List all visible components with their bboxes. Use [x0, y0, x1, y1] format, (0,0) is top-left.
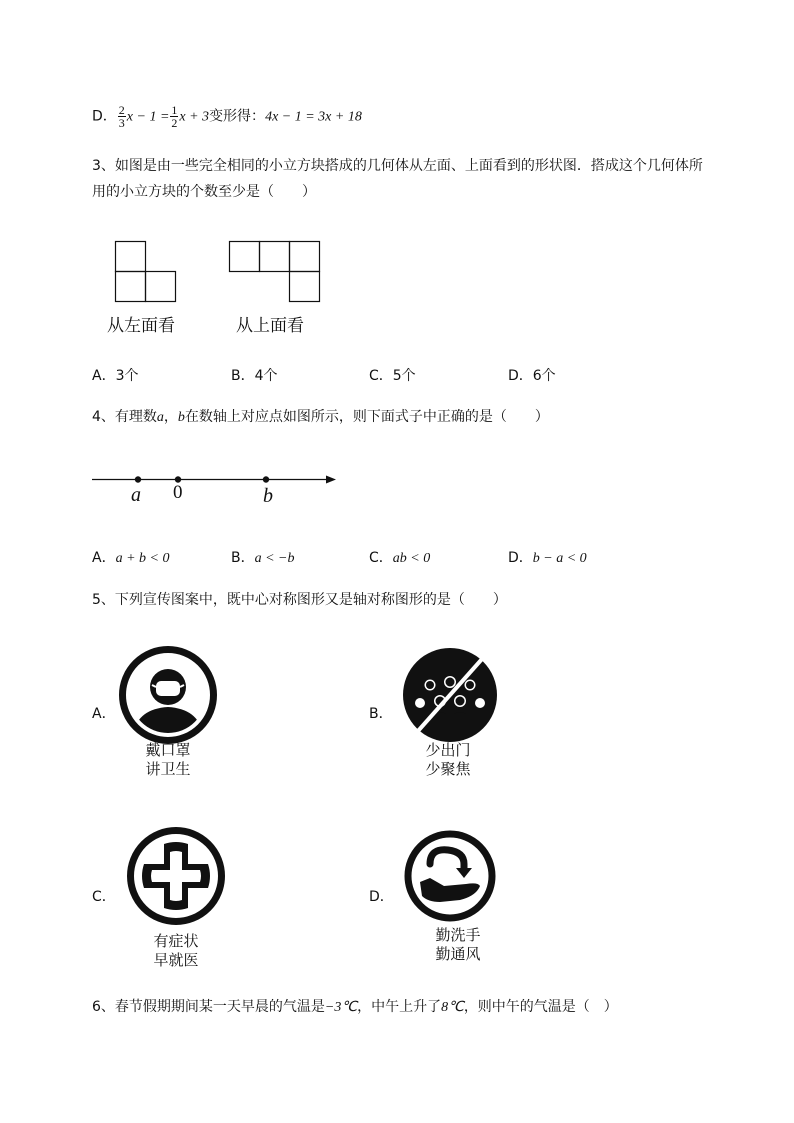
q5-option-d-caption: 勤洗手 勤通风 — [435, 926, 481, 963]
q5-option-d-letter[interactable]: D． — [369, 889, 394, 905]
fraction-one-half: $\frac{1}{2}$ — [171, 103, 178, 130]
left-view-caption: 从左面看 — [107, 316, 175, 336]
q3-stem-line1: 3、如图是由一些完全相同的小立方块搭成的几何体从左面、上面看到的形状图．搭成这个几何体所 — [92, 158, 703, 174]
q3-option-b[interactable]: B．4个 — [231, 368, 278, 384]
cube-square — [260, 242, 290, 272]
q4-option-c[interactable]: C．ab < 0 — [369, 550, 431, 566]
q4-stem: 4、有理数a，b在数轴上对应点如图所示，则下面式子中正确的是（ ） — [92, 409, 549, 425]
q5-stem: 5、下列宣传图案中，既中心对称图形又是轴对称图形的是（ ） — [92, 592, 507, 608]
transform-label: 变形得： — [209, 108, 266, 125]
axis-arrow-icon — [326, 476, 336, 484]
axis-label-a: a — [131, 484, 141, 506]
no-crowd-icon — [400, 645, 500, 745]
q3-stem-line2: 用的小立方块的个数至少是（ ） — [92, 184, 316, 200]
left-view-figure — [115, 241, 177, 303]
option-letter: D． — [92, 108, 117, 125]
hand-wash-icon — [400, 830, 500, 926]
axis-label-zero: 0 — [173, 482, 183, 503]
q5-option-b-caption: 少出门 少聚焦 — [425, 741, 471, 778]
q5-option-c-caption: 有症状 早就医 — [153, 932, 199, 969]
top-view-caption: 从上面看 — [236, 316, 304, 336]
cube-square — [116, 272, 146, 302]
axis-label-b: b — [263, 485, 273, 507]
q5-option-a-caption: 戴口罩 讲卫生 — [145, 741, 191, 778]
equation-part: x − 1 = — [126, 109, 170, 125]
number-line — [92, 470, 342, 510]
point-a — [135, 476, 141, 482]
top-view-figure — [229, 241, 321, 303]
q4-option-a[interactable]: A．a + b < 0 — [92, 550, 170, 566]
equation-part: x + 3 — [179, 109, 210, 125]
q4-option-b[interactable]: B．a < −b — [231, 550, 295, 566]
cube-square — [116, 242, 146, 272]
q3-option-a[interactable]: A．3个 — [92, 368, 139, 384]
medical-cross-icon — [126, 826, 226, 926]
cube-square — [290, 242, 320, 272]
q3-option-c[interactable]: C．5个 — [369, 368, 416, 384]
cube-square — [146, 272, 176, 302]
var-b: b — [177, 410, 185, 425]
mask-person-icon — [118, 645, 218, 745]
cube-square — [230, 242, 260, 272]
q5-option-c-letter[interactable]: C． — [92, 889, 116, 905]
q5-option-a-letter[interactable]: A． — [92, 706, 116, 722]
cube-square — [290, 272, 320, 302]
point-b — [263, 476, 269, 482]
q6-stem: 6、春节假期期间某一天早晨的气温是−3℃，中午上升了8℃，则中午的气温是（ ） — [92, 999, 618, 1015]
temp-morning: −3℃ — [324, 1000, 358, 1015]
q3-option-d[interactable]: D．6个 — [508, 368, 556, 384]
temp-rise: 8℃ — [441, 1000, 464, 1015]
fraction-two-thirds: $\frac{2}{3}$ — [118, 103, 125, 130]
q4-option-d[interactable]: D．b − a < 0 — [508, 550, 587, 566]
var-a: a — [156, 410, 164, 425]
equation-result: 4x − 1 = 3x + 18 — [265, 109, 362, 125]
q2-option-d — [92, 104, 362, 129]
q5-option-b-letter[interactable]: B． — [369, 706, 393, 722]
